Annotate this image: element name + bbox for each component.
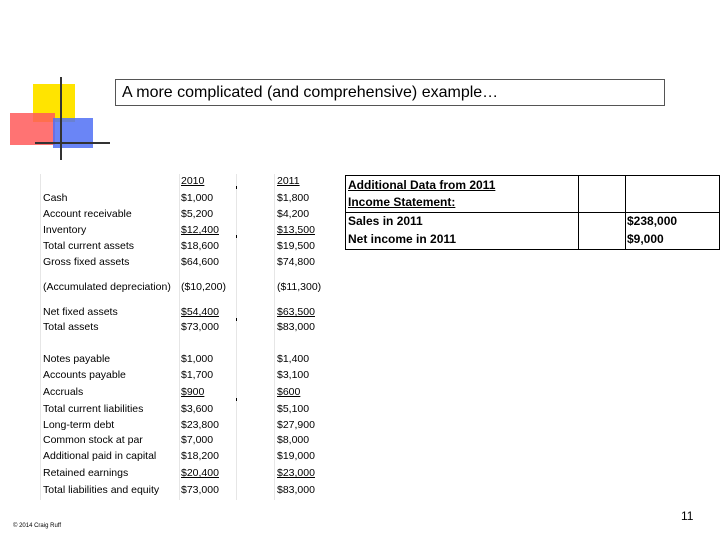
decor-vertical-line: [60, 77, 62, 160]
grid-line: [40, 174, 41, 500]
value-2011: $1,800: [277, 192, 310, 204]
grid-line: [179, 174, 180, 500]
additional-heading-line2: Income Statement:: [348, 195, 456, 209]
value-2011: $13,500: [277, 224, 315, 236]
net-income-value: $9,000: [627, 232, 664, 246]
row-label: Cash: [43, 192, 68, 204]
value-2011: $83,000: [277, 321, 315, 333]
value-2011: $1,400: [277, 353, 310, 365]
row-label: Notes payable: [43, 353, 111, 365]
value-2010: $3,600: [181, 403, 214, 415]
row-label: Accounts payable: [43, 369, 126, 381]
value-2010: $20,400: [181, 467, 219, 479]
value-2011: $19,000: [277, 450, 315, 462]
row-label: (Accumulated depreciation): [43, 281, 171, 293]
row-label: Account receivable: [43, 208, 132, 220]
value-2011: $8,000: [277, 434, 310, 446]
value-2011: ($11,300): [277, 281, 322, 293]
row-label: Total liabilities and equity: [43, 484, 160, 496]
decor-red-square: [10, 113, 55, 145]
value-2010: $73,000: [181, 321, 219, 333]
value-2011: $83,000: [277, 484, 315, 496]
row-label: Total assets: [43, 321, 99, 333]
value-2011: $3,100: [277, 369, 310, 381]
value-2010: $1,000: [181, 192, 214, 204]
value-2010: $5,200: [181, 208, 214, 220]
sales-value: $238,000: [627, 214, 678, 228]
value-2010: $18,200: [181, 450, 219, 462]
row-label: Total current assets: [43, 240, 135, 252]
value-2010: $1,700: [181, 369, 214, 381]
net-income-label: Net income in 2011: [348, 232, 457, 246]
value-2011: $600: [277, 386, 301, 398]
additional-heading-line1: Additional Data from 2011: [348, 178, 496, 192]
row-label: Additional paid in capital: [43, 450, 157, 462]
year-2010-header: 2010: [181, 175, 205, 187]
value-2011: $5,100: [277, 403, 310, 415]
sales-label: Sales in 2011: [348, 214, 423, 228]
value-2011: $23,000: [277, 467, 315, 479]
value-2010: $12,400: [181, 224, 219, 236]
year-2011-header: 2011: [277, 175, 300, 187]
slide-title: A more complicated (and comprehensive) example…: [115, 79, 665, 106]
value-2010: $23,800: [181, 419, 219, 431]
value-2010: $1,000: [181, 353, 214, 365]
row-label: Total current liabilities: [43, 403, 144, 415]
value-2011: $63,500: [277, 306, 315, 318]
grid-line: [236, 186, 237, 189]
value-2011: $19,500: [277, 240, 315, 252]
value-2010: ($10,200): [181, 281, 226, 293]
value-2011: $74,800: [277, 256, 315, 268]
row-label: Net fixed assets: [43, 306, 118, 318]
row-label: Common stock at par: [43, 434, 143, 446]
grid-line: [274, 174, 275, 500]
row-label: Long-term debt: [43, 419, 115, 431]
value-2011: $4,200: [277, 208, 310, 220]
value-2010: $54,400: [181, 306, 219, 318]
value-2010: $64,600: [181, 256, 219, 268]
value-2010: $900: [181, 386, 205, 398]
decor-horizontal-line: [35, 142, 110, 144]
grid-line: [236, 174, 237, 500]
page-number: 11: [681, 509, 694, 523]
grid-line: [236, 398, 237, 401]
value-2011: $27,900: [277, 419, 315, 431]
value-2010: $7,000: [181, 434, 214, 446]
grid-line: [236, 318, 237, 321]
row-label: Inventory: [43, 224, 87, 236]
grid-line: [236, 235, 237, 238]
row-label: Gross fixed assets: [43, 256, 130, 268]
copyright-footer: © 2014 Craig Ruff: [13, 523, 62, 529]
value-2010: $18,600: [181, 240, 219, 252]
value-2010: $73,000: [181, 484, 219, 496]
row-label: Accruals: [43, 386, 84, 398]
row-label: Retained earnings: [43, 467, 129, 479]
